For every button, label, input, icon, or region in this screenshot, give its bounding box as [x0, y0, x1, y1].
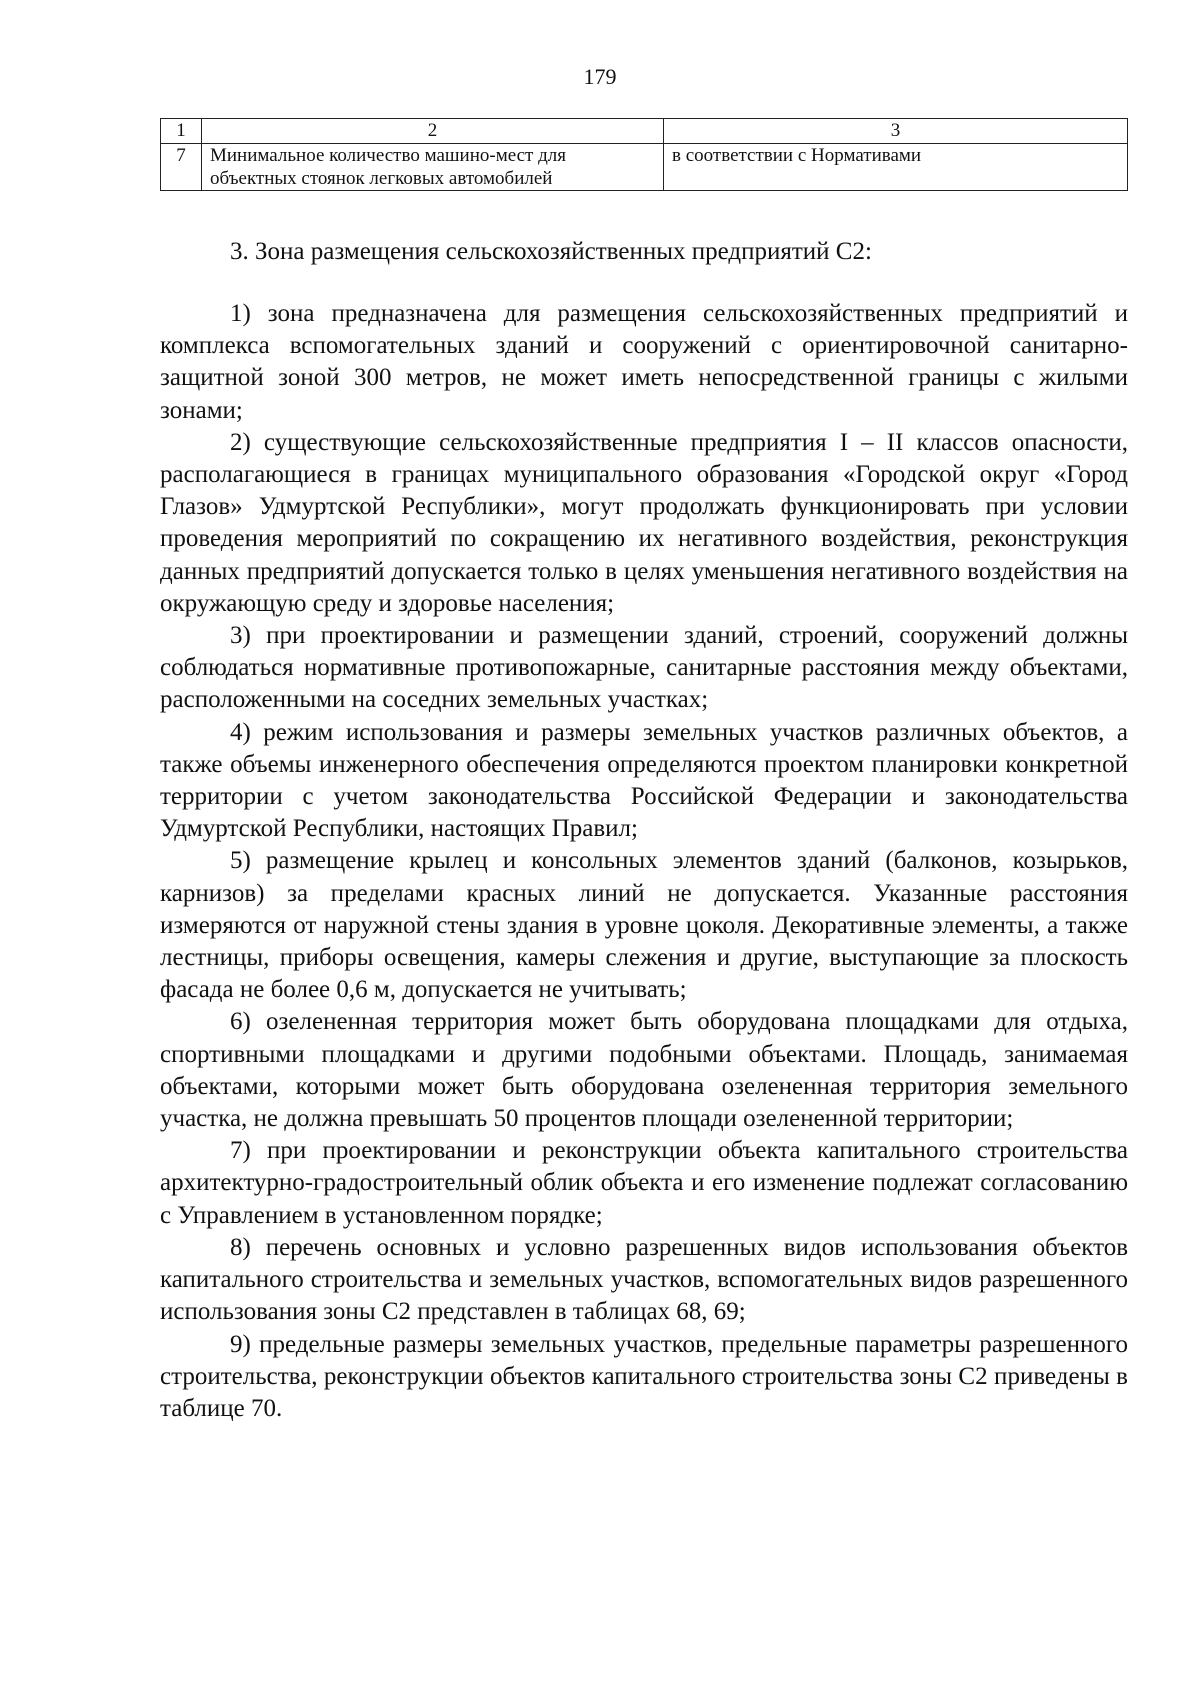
document-body — [160, 298, 1128, 1425]
table-cell-number: 7 — [161, 144, 202, 191]
paragraph-item-3: 3) при проектировании и размещении зданий, строений, сооружений должны соблюдаться нормативные противопожарные, санитарные расстояния между объектами, расположенными на соседних земельных участках; — [160, 622, 1128, 714]
continuation-table — [160, 118, 1128, 191]
table-header-row — [161, 119, 1128, 144]
table-header-cell: 2 — [202, 119, 664, 144]
paragraph-item-9: 9) предельные размеры земельных участков, предельные параметры разрешенного строительства, реконструкции объектов капитального строительства зоны С2 приведены в таблице 70. — [160, 1330, 1128, 1422]
table-cell-value: в соответствии с Нормативами — [664, 144, 1128, 191]
table-row — [161, 144, 1128, 191]
paragraph-item-8: 8) перечень основных и условно разрешенных видов использования объектов капитального строительства и земельных участков, вспомогательных видов разрешенного использования зоны С2 представлен в таблицах 68, 69; — [160, 1233, 1128, 1326]
paragraph-item-4: 4) режим использования и размеры земельных участков различных объектов, а также объемы инженерного обеспечения определяются проектом планировки конкретной территории с учетом законодательства Российской Федерации и законодательства Удмуртской Республики, настоящих Правил; — [160, 718, 1128, 843]
paragraph-item-1: 1) зона предназначена для размещения сельскохозяйственных предприятий и комплекса вспомогательных зданий и сооружений с ориентировочной санитарно-защитной зоной 300 метров, не может иметь непосредственной границы с жилыми зонами; — [160, 300, 1128, 424]
table-header-cell: 3 — [664, 119, 1128, 144]
paragraph-item-7: 7) при проектировании и реконструкции объекта капитального строительства архитектурно-градостроительный облик объекта и его изменение подлежат согласованию с Управлением в установленном порядке; — [160, 1137, 1128, 1229]
page-number: 179 — [583, 64, 617, 89]
table-cell-parameter: Минимальное количество машино-мест для объектных стоянок легковых автомобилей — [202, 144, 664, 191]
paragraph-item-5: 5) размещение крылец и консольных элементов зданий (балконов, козырьков, карнизов) за пределами красных линий не допускается. Указанные расстояния измеряются от наружной стены здания в уровне цоколя. Декоративные элементы, а также лестницы, приборы освещения, камеры слежения и другие, выступающие за плоскость фасада не более 0,6 м, допускается не учитывать; — [160, 847, 1128, 1004]
table-header-cell: 1 — [161, 119, 202, 144]
paragraph-item-2: 2) существующие сельскохозяйственные предприятия I – II классов опасности, располагающиеся в границах муниципального образования «Городской округ «Город Глазов» Удмуртской Республики», могут продолжать функционировать при условии проведения мероприятий по сокращению их негативного воздействия, реконструкция данных предприятий допускается только в целях уменьшения негативного воздействия на окружающую среду и здоровье населения; — [160, 428, 1128, 617]
paragraph-item-6: 6) озелененная территория может быть оборудована площадками для отдыха, спортивными площадками и другими подобными объектами. Площадь, занимаемая объектами, которыми может быть оборудована озелененная территория земельного участка, не должна превышать 50 процентов площади озелененной территории; — [160, 1008, 1128, 1133]
section-heading: 3. Зона размещения сельскохозяйственных предприятий С2: — [230, 238, 872, 265]
